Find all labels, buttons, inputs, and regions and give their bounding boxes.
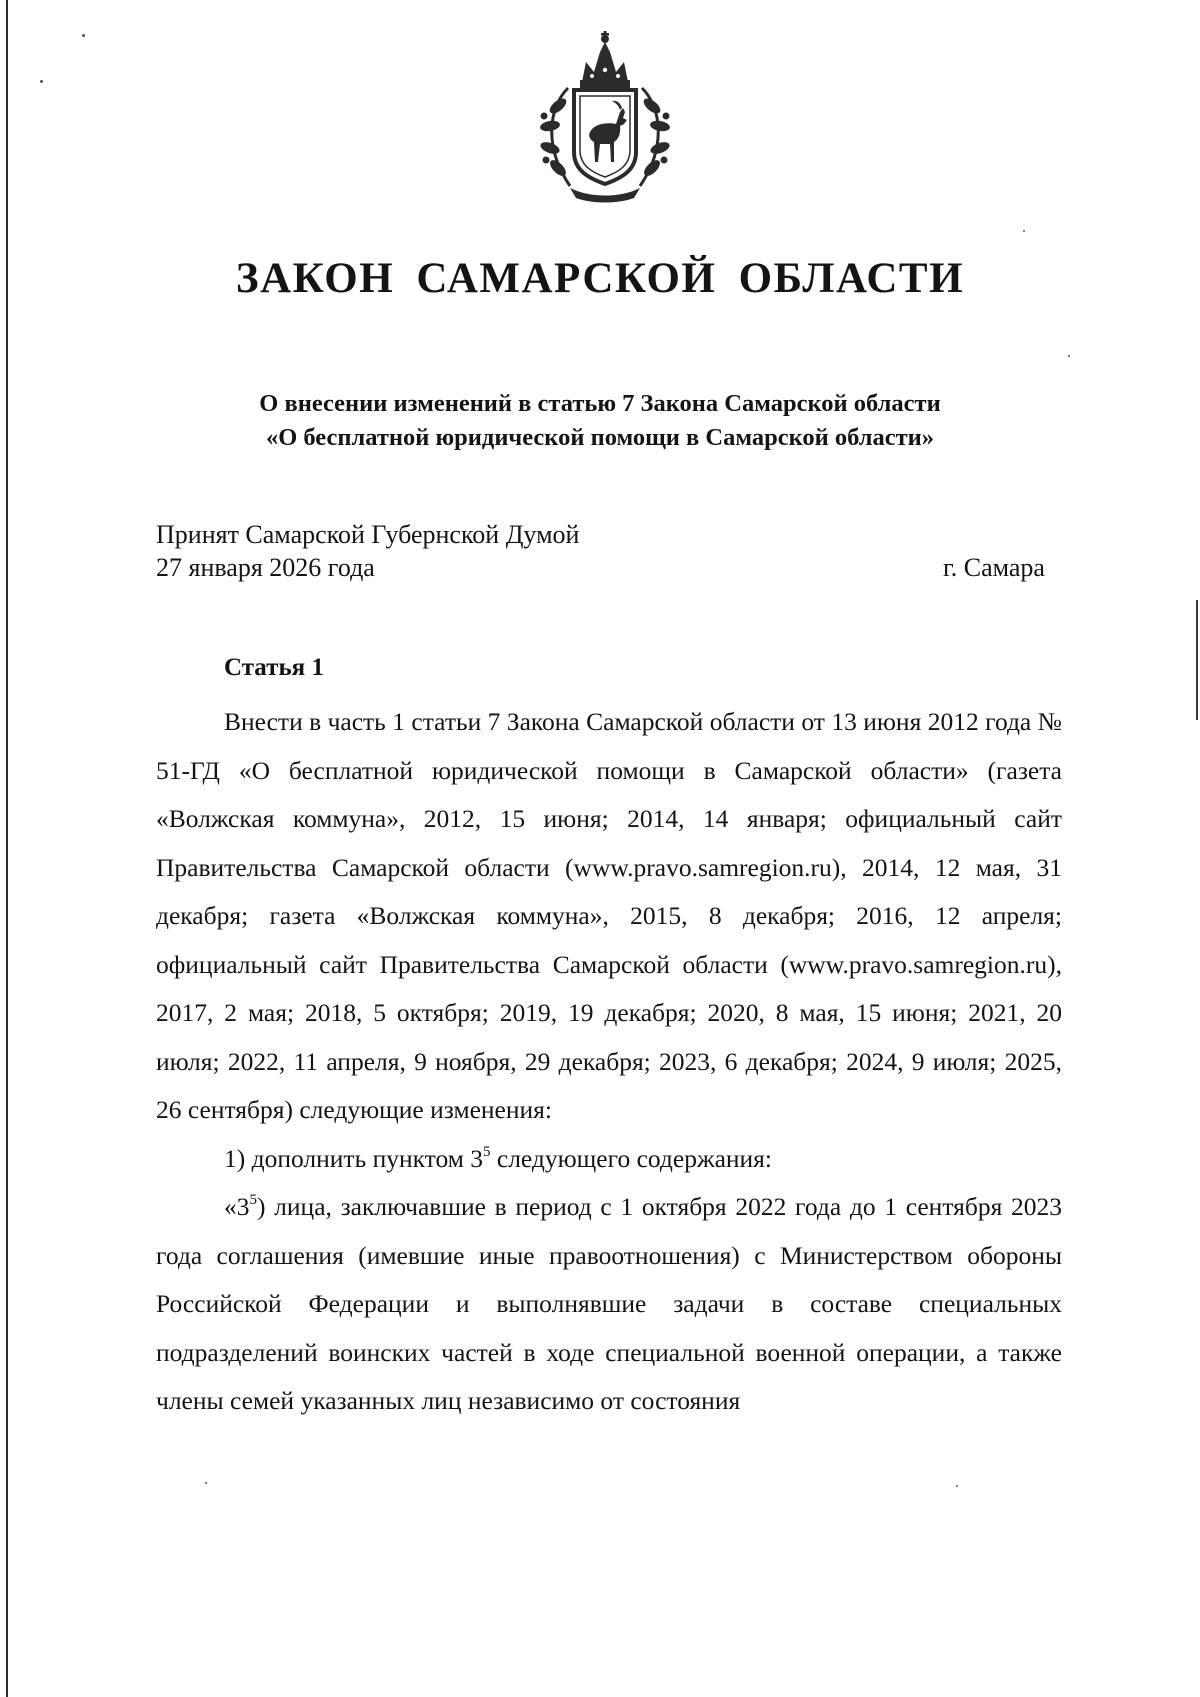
adopted-by: Принят Самарской Губернской Думой: [156, 520, 580, 549]
article-quoted-point: [156, 1183, 1062, 1426]
adoption-date: 27 января 2026 года: [156, 553, 375, 582]
scan-speck: [1068, 355, 1070, 357]
law-subtitle-line-1: О внесении изменений в статью 7 Закона Самарской области: [259, 390, 941, 417]
scan-speck: [40, 80, 43, 83]
item-1-superscript: 5: [483, 1143, 491, 1160]
scan-speck: [956, 1485, 958, 1487]
article-heading: Статья 1: [224, 654, 324, 681]
item-1-suffix: следующего содержания:: [490, 1143, 772, 1173]
quote-text: ) лица, заключавшие в период с 1 октября 2022 года до 1 сентября 2023 года соглашения (имевшие иные правоотношения) с Министерством обороны Российской Федерации и выполнявшие задачи в составе специальных подразделений воинских частей в ходе специальной военной операции, а также члены семей указанных лиц независимо от состояния: [156, 1192, 1062, 1415]
adoption-city: г. Самара: [943, 553, 1045, 582]
article-body: [156, 698, 1062, 1426]
scan-speck: [205, 1482, 207, 1484]
samara-coat-of-arms-icon: [530, 28, 680, 204]
scan-right-edge: [1196, 600, 1198, 720]
law-title: ЗАКОН САМАРСКОЙ ОБЛАСТИ: [235, 255, 965, 302]
law-subtitle-line-2: «О бесплатной юридической помощи в Самарской области»: [265, 424, 935, 451]
scan-speck: [82, 34, 85, 37]
article-item-1: [156, 1135, 1062, 1184]
quote-superscript: 5: [249, 1192, 257, 1208]
quote-prefix: «3: [224, 1192, 250, 1221]
item-1-prefix: 1) дополнить пунктом 3: [224, 1143, 483, 1173]
article-paragraph-1: Внести в часть 1 статьи 7 Закона Самарской области от 13 июня 2012 года № 51-ГД «О бесплатной юридической помощи в Самарской области» (газета «Волжская коммуна», 2012, 15 июня; 2014, 14 января; официальный сайт Правительства Самарской области (www.pravo.samregion.ru), 2014, 12 мая, 31 декабря; газета «Волжская коммуна», 2015, 8 декабря; 2016, 12 апреля; официальный сайт Правительства Самарской области (www.pravo.samregion.ru), 2017, 2 мая; 2018, 5 октября; 2019, 19 декабря; 2020, 8 мая, 15 июня; 2021, 20 июля; 2022, 11 апреля, 9 ноября, 29 декабря; 2023, 6 декабря; 2024, 9 июля; 2025, 26 сентября) следующие изменения:: [156, 707, 1062, 1124]
scan-speck: [1023, 230, 1025, 232]
